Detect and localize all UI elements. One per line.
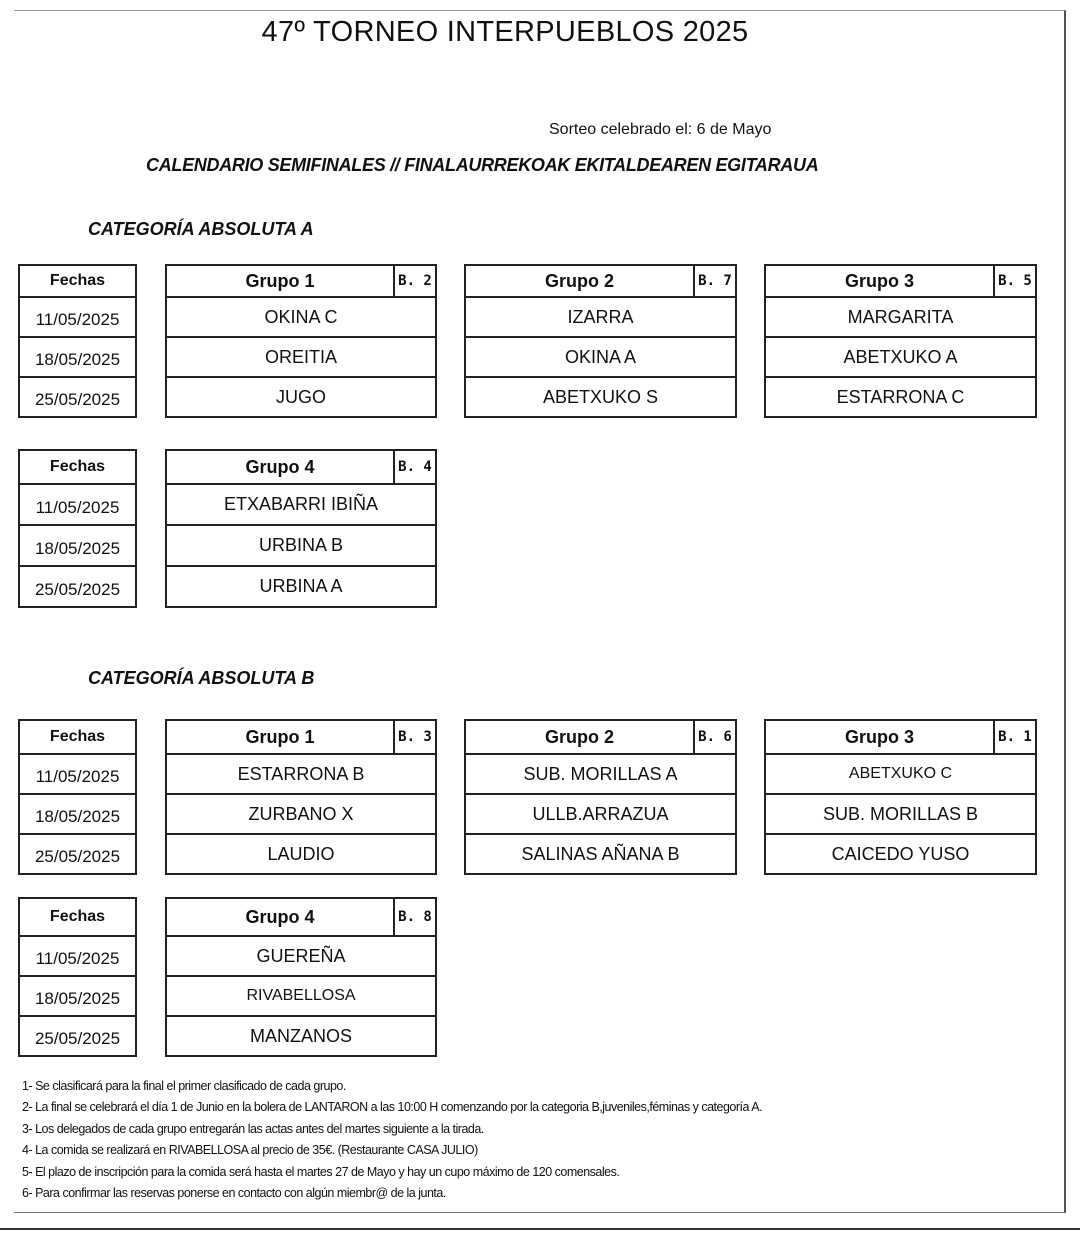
note-item: 5- El plazo de inscripción para la comida será hasta el martes 27 de Mayo y hay un cupo máximo de 120 comensales.: [22, 1164, 620, 1179]
team-cell: LAUDIO: [166, 834, 436, 874]
team-cell: MARGARITA: [765, 297, 1036, 337]
date-cell: 11/05/2025: [19, 484, 136, 525]
date-cell: 11/05/2025: [19, 297, 136, 337]
group-name: Grupo 4: [166, 898, 394, 936]
group-name: Grupo 4: [166, 450, 394, 484]
team-cell: CAICEDO YUSO: [765, 834, 1036, 874]
bolera-number: B. 2: [394, 265, 436, 297]
category-heading-b: CATEGORÍA ABSOLUTA B: [88, 668, 315, 688]
group-table: [464, 264, 737, 418]
group-name: Grupo 3: [765, 265, 994, 297]
page-title: 47º TORNEO INTERPUEBLOS 2025: [261, 16, 749, 48]
bolera-number: B. 8: [394, 898, 436, 936]
note-item: 3- Los delegados de cada grupo entregarán las actas antes del martes siguiente a la tirada.: [22, 1121, 484, 1136]
team-cell: SUB. MORILLAS B: [765, 794, 1036, 834]
group-table: [165, 264, 437, 418]
dates-header: Fechas: [19, 720, 136, 754]
group-table: [165, 719, 437, 875]
date-cell: 25/05/2025: [19, 377, 136, 417]
team-cell: JUGO: [166, 377, 436, 417]
group-name: Grupo 1: [166, 265, 394, 297]
team-cell: OKINA C: [166, 297, 436, 337]
group-name: Grupo 1: [166, 720, 394, 754]
date-cell: 11/05/2025: [19, 936, 136, 976]
team-cell: ESTARRONA C: [765, 377, 1036, 417]
note-item: 1- Se clasificará para la final el primer clasificado de cada grupo.: [22, 1079, 346, 1093]
subtitle: CALENDARIO SEMIFINALES // FINALAURREKOAK EKITALDEAREN EGITARAUA: [146, 155, 819, 175]
group-table: [764, 264, 1037, 418]
date-cell: 18/05/2025: [19, 794, 136, 834]
dates-header: Fechas: [19, 450, 136, 484]
bolera-number: B. 6: [694, 720, 736, 754]
date-cell: 18/05/2025: [19, 525, 136, 566]
team-cell: ABETXUKO A: [765, 337, 1036, 377]
bolera-number: B. 3: [394, 720, 436, 754]
group-name: Grupo 2: [465, 720, 694, 754]
team-cell: ABETXUKO C: [765, 754, 1036, 794]
team-cell: URBINA B: [166, 525, 436, 566]
date-cell: 18/05/2025: [19, 976, 136, 1016]
team-cell: GUEREÑA: [166, 936, 436, 976]
team-cell: SALINAS AÑANA B: [465, 834, 736, 874]
date-cell: 11/05/2025: [19, 754, 136, 794]
date-cell: 18/05/2025: [19, 337, 136, 377]
team-cell: URBINA A: [166, 566, 436, 607]
dates-table: [18, 264, 137, 418]
team-cell: ABETXUKO S: [465, 377, 736, 417]
bolera-number: B. 7: [694, 265, 736, 297]
bolera-number: B. 5: [994, 265, 1036, 297]
date-cell: 25/05/2025: [19, 1016, 136, 1056]
bolera-number: B. 4: [394, 450, 436, 484]
group-table: [464, 719, 737, 875]
page-bottom-rule: [0, 1228, 1080, 1230]
dates-header: Fechas: [19, 265, 136, 297]
dates-table: [18, 719, 137, 875]
group-table: [165, 897, 437, 1057]
team-cell: ESTARRONA B: [166, 754, 436, 794]
team-cell: OREITIA: [166, 337, 436, 377]
team-cell: IZARRA: [465, 297, 736, 337]
team-cell: ULLB.ARRAZUA: [465, 794, 736, 834]
category-heading-a: CATEGORÍA ABSOLUTA A: [88, 219, 314, 239]
date-cell: 25/05/2025: [19, 566, 136, 607]
team-cell: RIVABELLOSA: [166, 976, 436, 1016]
team-cell: ETXABARRI IBIÑA: [166, 484, 436, 525]
date-cell: 25/05/2025: [19, 834, 136, 874]
group-name: Grupo 3: [765, 720, 994, 754]
dates-table: [18, 897, 137, 1057]
group-table: [165, 449, 437, 608]
team-cell: OKINA A: [465, 337, 736, 377]
group-name: Grupo 2: [465, 265, 694, 297]
note-item: 4- La comida se realizará en RIVABELLOSA al precio de 35€. (Restaurante CASA JULIO): [22, 1143, 478, 1158]
draw-date: Sorteo celebrado el: 6 de Mayo: [549, 121, 772, 138]
team-cell: MANZANOS: [166, 1016, 436, 1056]
group-table: [764, 719, 1037, 875]
team-cell: SUB. MORILLAS A: [465, 754, 736, 794]
dates-header: Fechas: [19, 898, 136, 936]
note-item: 6- Para confirmar las reservas ponerse en contacto con algún miembr@ de la junta.: [22, 1186, 446, 1201]
notes-list: [22, 1076, 1062, 1204]
dates-table: [18, 449, 137, 608]
note-item: 2- La final se celebrará el día 1 de Junio en la bolera de LANTARON a las 10:00 H comenzando por la categoria B,juveniles,féminas y categoría A.: [22, 1100, 763, 1115]
bolera-number: B. 1: [994, 720, 1036, 754]
team-cell: ZURBANO X: [166, 794, 436, 834]
